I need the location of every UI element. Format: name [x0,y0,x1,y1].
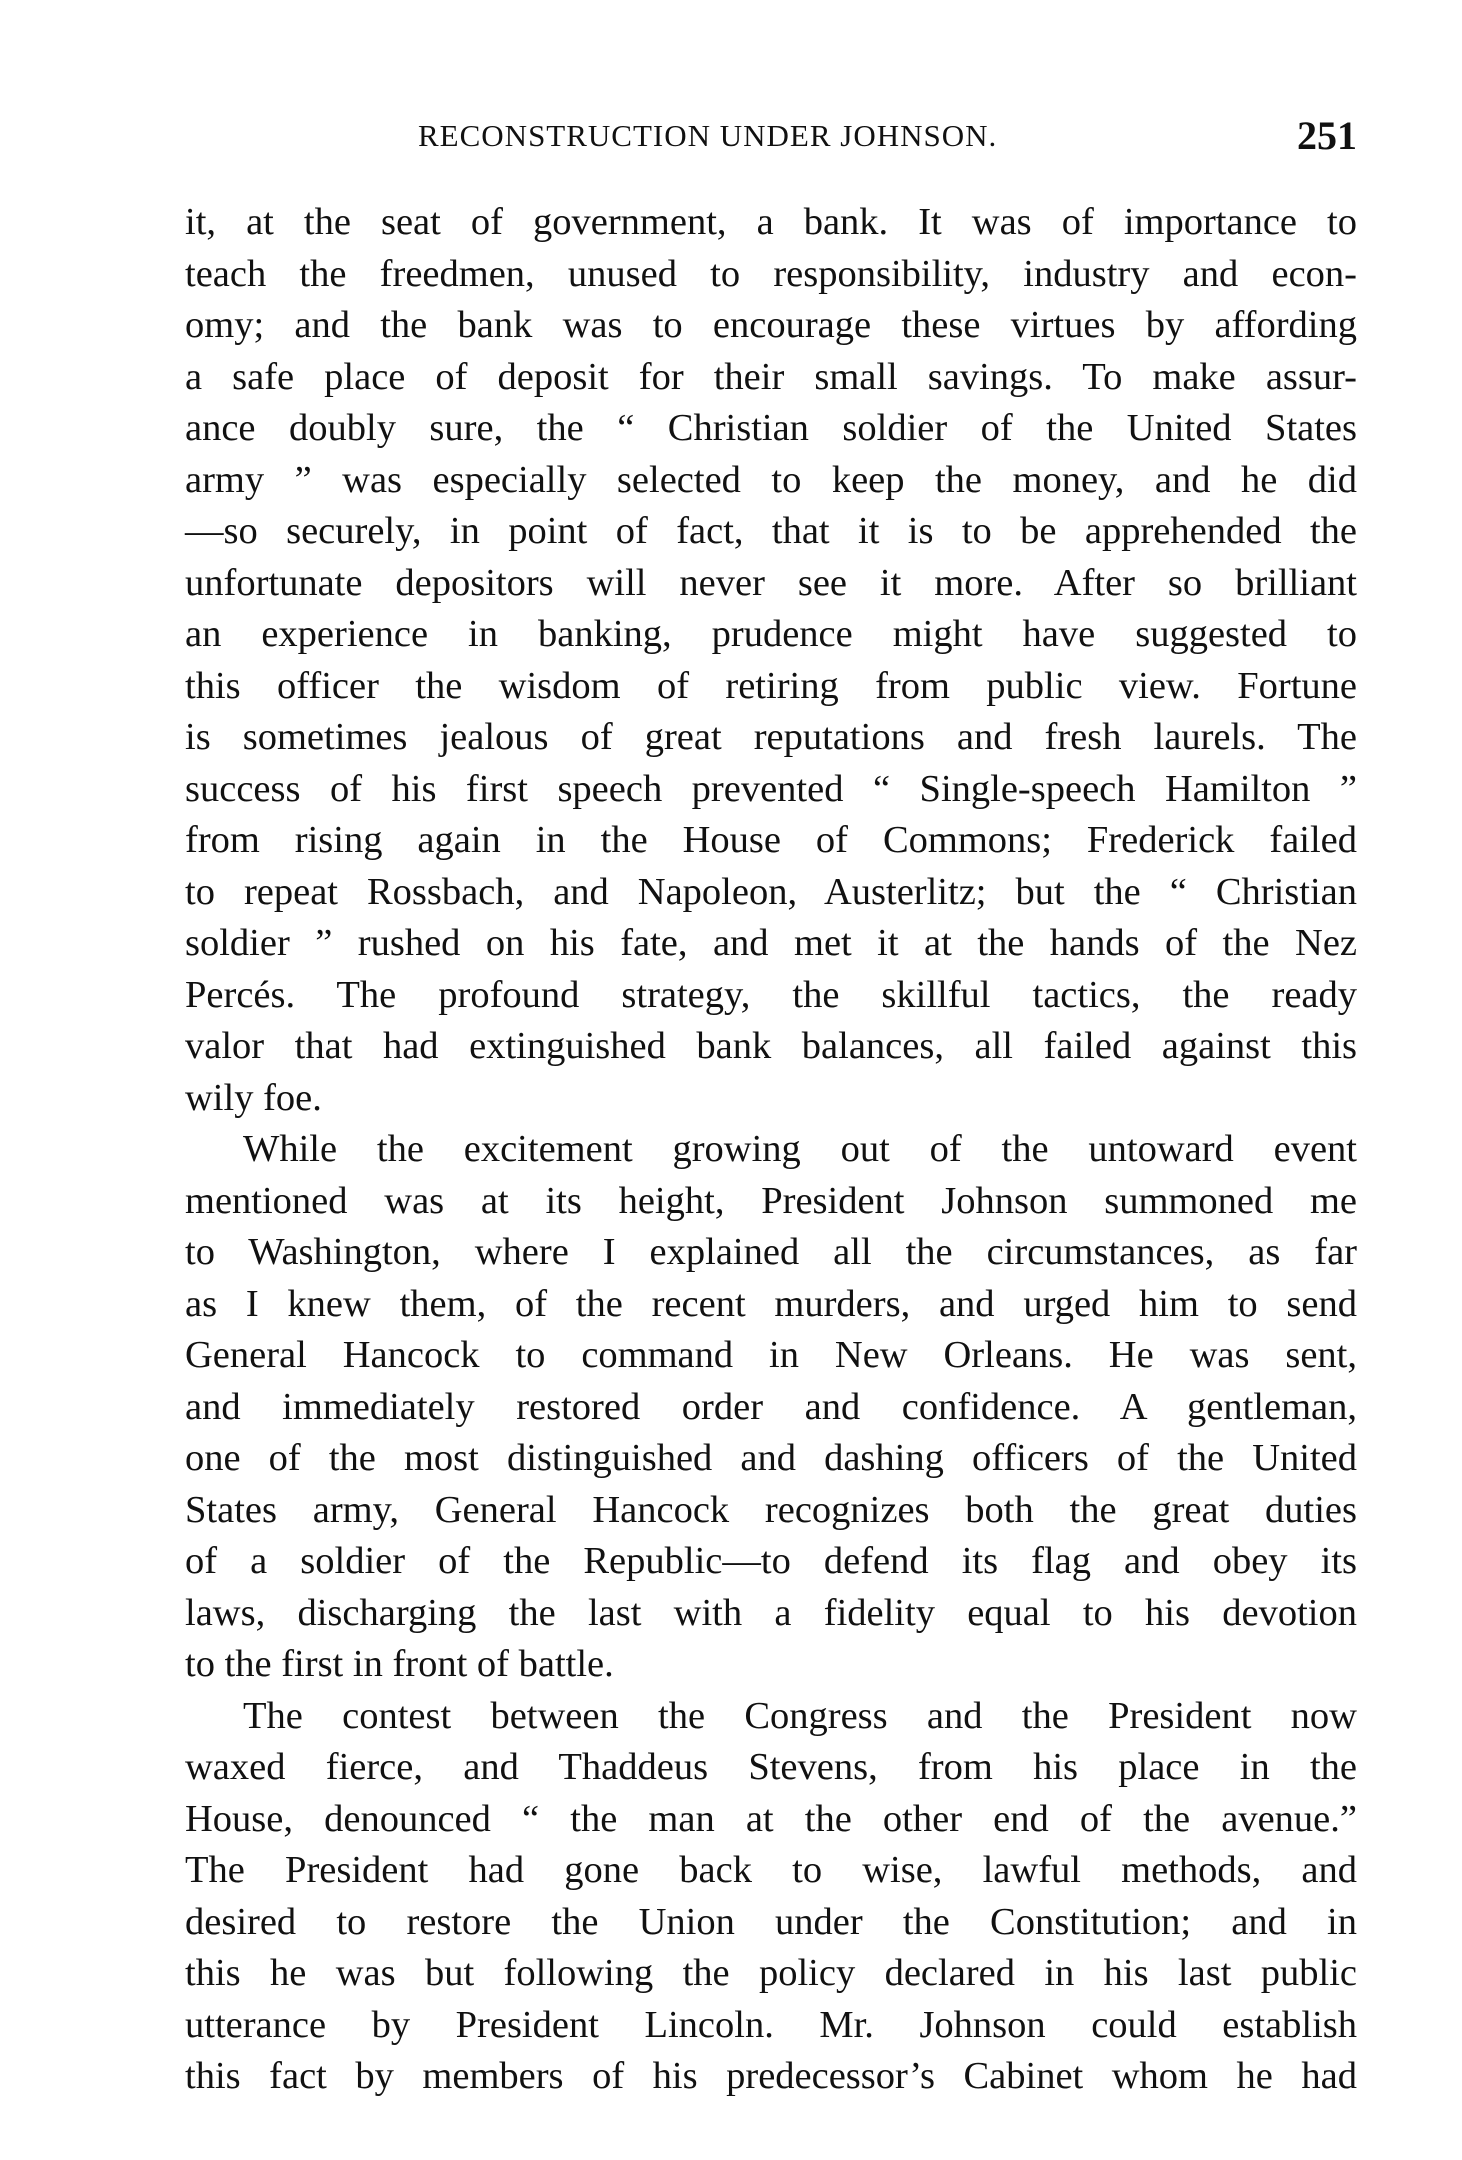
text-line: is sometimes jealous of great reputations and fresh laurels. The [185,716,1357,758]
running-header [185,112,1357,156]
text-line: a safe place of deposit for their small savings. To make assur- [185,355,1357,398]
paragraph [185,1124,1357,1691]
text-line: to repeat Rossbach, and Napoleon, Austerlitz; but the “ Christian [185,870,1357,913]
text-line: success of his first speech prevented “ Single-speech Hamilton ” [185,767,1357,810]
text-line: to the first in front of battle. [185,1643,614,1685]
paragraph [185,1691,1357,2103]
text-line: it, at the seat of government, a bank. It was of importance to [185,201,1357,243]
text-line: The contest between the Congress and the President now [243,1694,1357,1737]
text-line: from rising again in the House of Commons; Frederick failed [185,819,1357,861]
text-line: General Hancock to command in New Orleans. He was sent, [185,1334,1357,1376]
text-line: —so securely, in point of fact, that it is to be apprehended the [185,510,1357,552]
text-line: laws, discharging the last with a fidelity equal to his devotion [185,1591,1357,1634]
text-line: an experience in banking, prudence might have suggested to [185,613,1357,655]
text-line: soldier ” rushed on his fate, and met it at the hands of the Nez [185,922,1357,964]
running-title: RECONSTRUCTION UNDER JOHNSON. [418,118,998,153]
text-line: mentioned was at its height, President Johnson summoned me [185,1179,1357,1222]
text-line: one of the most distinguished and dashing officers of the United [185,1437,1357,1479]
text-line: ance doubly sure, the “ Christian soldier of the United States [185,407,1357,449]
text-line: this fact by members of his predecessor’s Cabinet whom he had [185,2055,1357,2097]
text-line: States army, General Hancock recognizes both the great duties [185,1488,1357,1531]
text-line: army ” was especially selected to keep the money, and he did [185,458,1357,501]
text-line: Percés. The profound strategy, the skillful tactics, the ready [185,973,1357,1016]
text-line: teach the freedmen, unused to responsibility, industry and econ- [185,252,1357,295]
text-line: and immediately restored order and confidence. A gentleman, [185,1385,1357,1428]
text-line: waxed fierce, and Thaddeus Stevens, from his place in the [185,1746,1357,1788]
text-line: valor that had extinguished bank balances, all failed against this [185,1025,1357,1067]
text-line: unfortunate depositors will never see it more. After so brilliant [185,561,1357,604]
text-line: of a soldier of the Republic—to defend its flag and obey its [185,1540,1357,1582]
text-line: as I knew them, of the recent murders, and urged him to send [185,1282,1357,1325]
text-line: House, denounced “ the man at the other end of the avenue.” [185,1797,1357,1840]
paragraph [185,197,1357,1124]
text-line: desired to restore the Union under the Constitution; and in [185,1900,1357,1943]
text-line: to Washington, where I explained all the circumstances, as far [185,1231,1357,1273]
text-line: The President had gone back to wise, lawful methods, and [185,1849,1357,1891]
text-line: wily foe. [185,1076,322,1119]
text-line: While the excitement growing out of the untoward event [243,1128,1357,1170]
text-line: utterance by President Lincoln. Mr. Johnson could establish [185,2003,1357,2046]
text-line: this he was but following the policy declared in his last public [185,1952,1357,1994]
text-line: this officer the wisdom of retiring from public view. Fortune [185,664,1357,707]
page-number: 251 [1297,113,1357,158]
body-text [185,197,1357,2103]
text-line: omy; and the bank was to encourage these virtues by affording [185,304,1357,346]
